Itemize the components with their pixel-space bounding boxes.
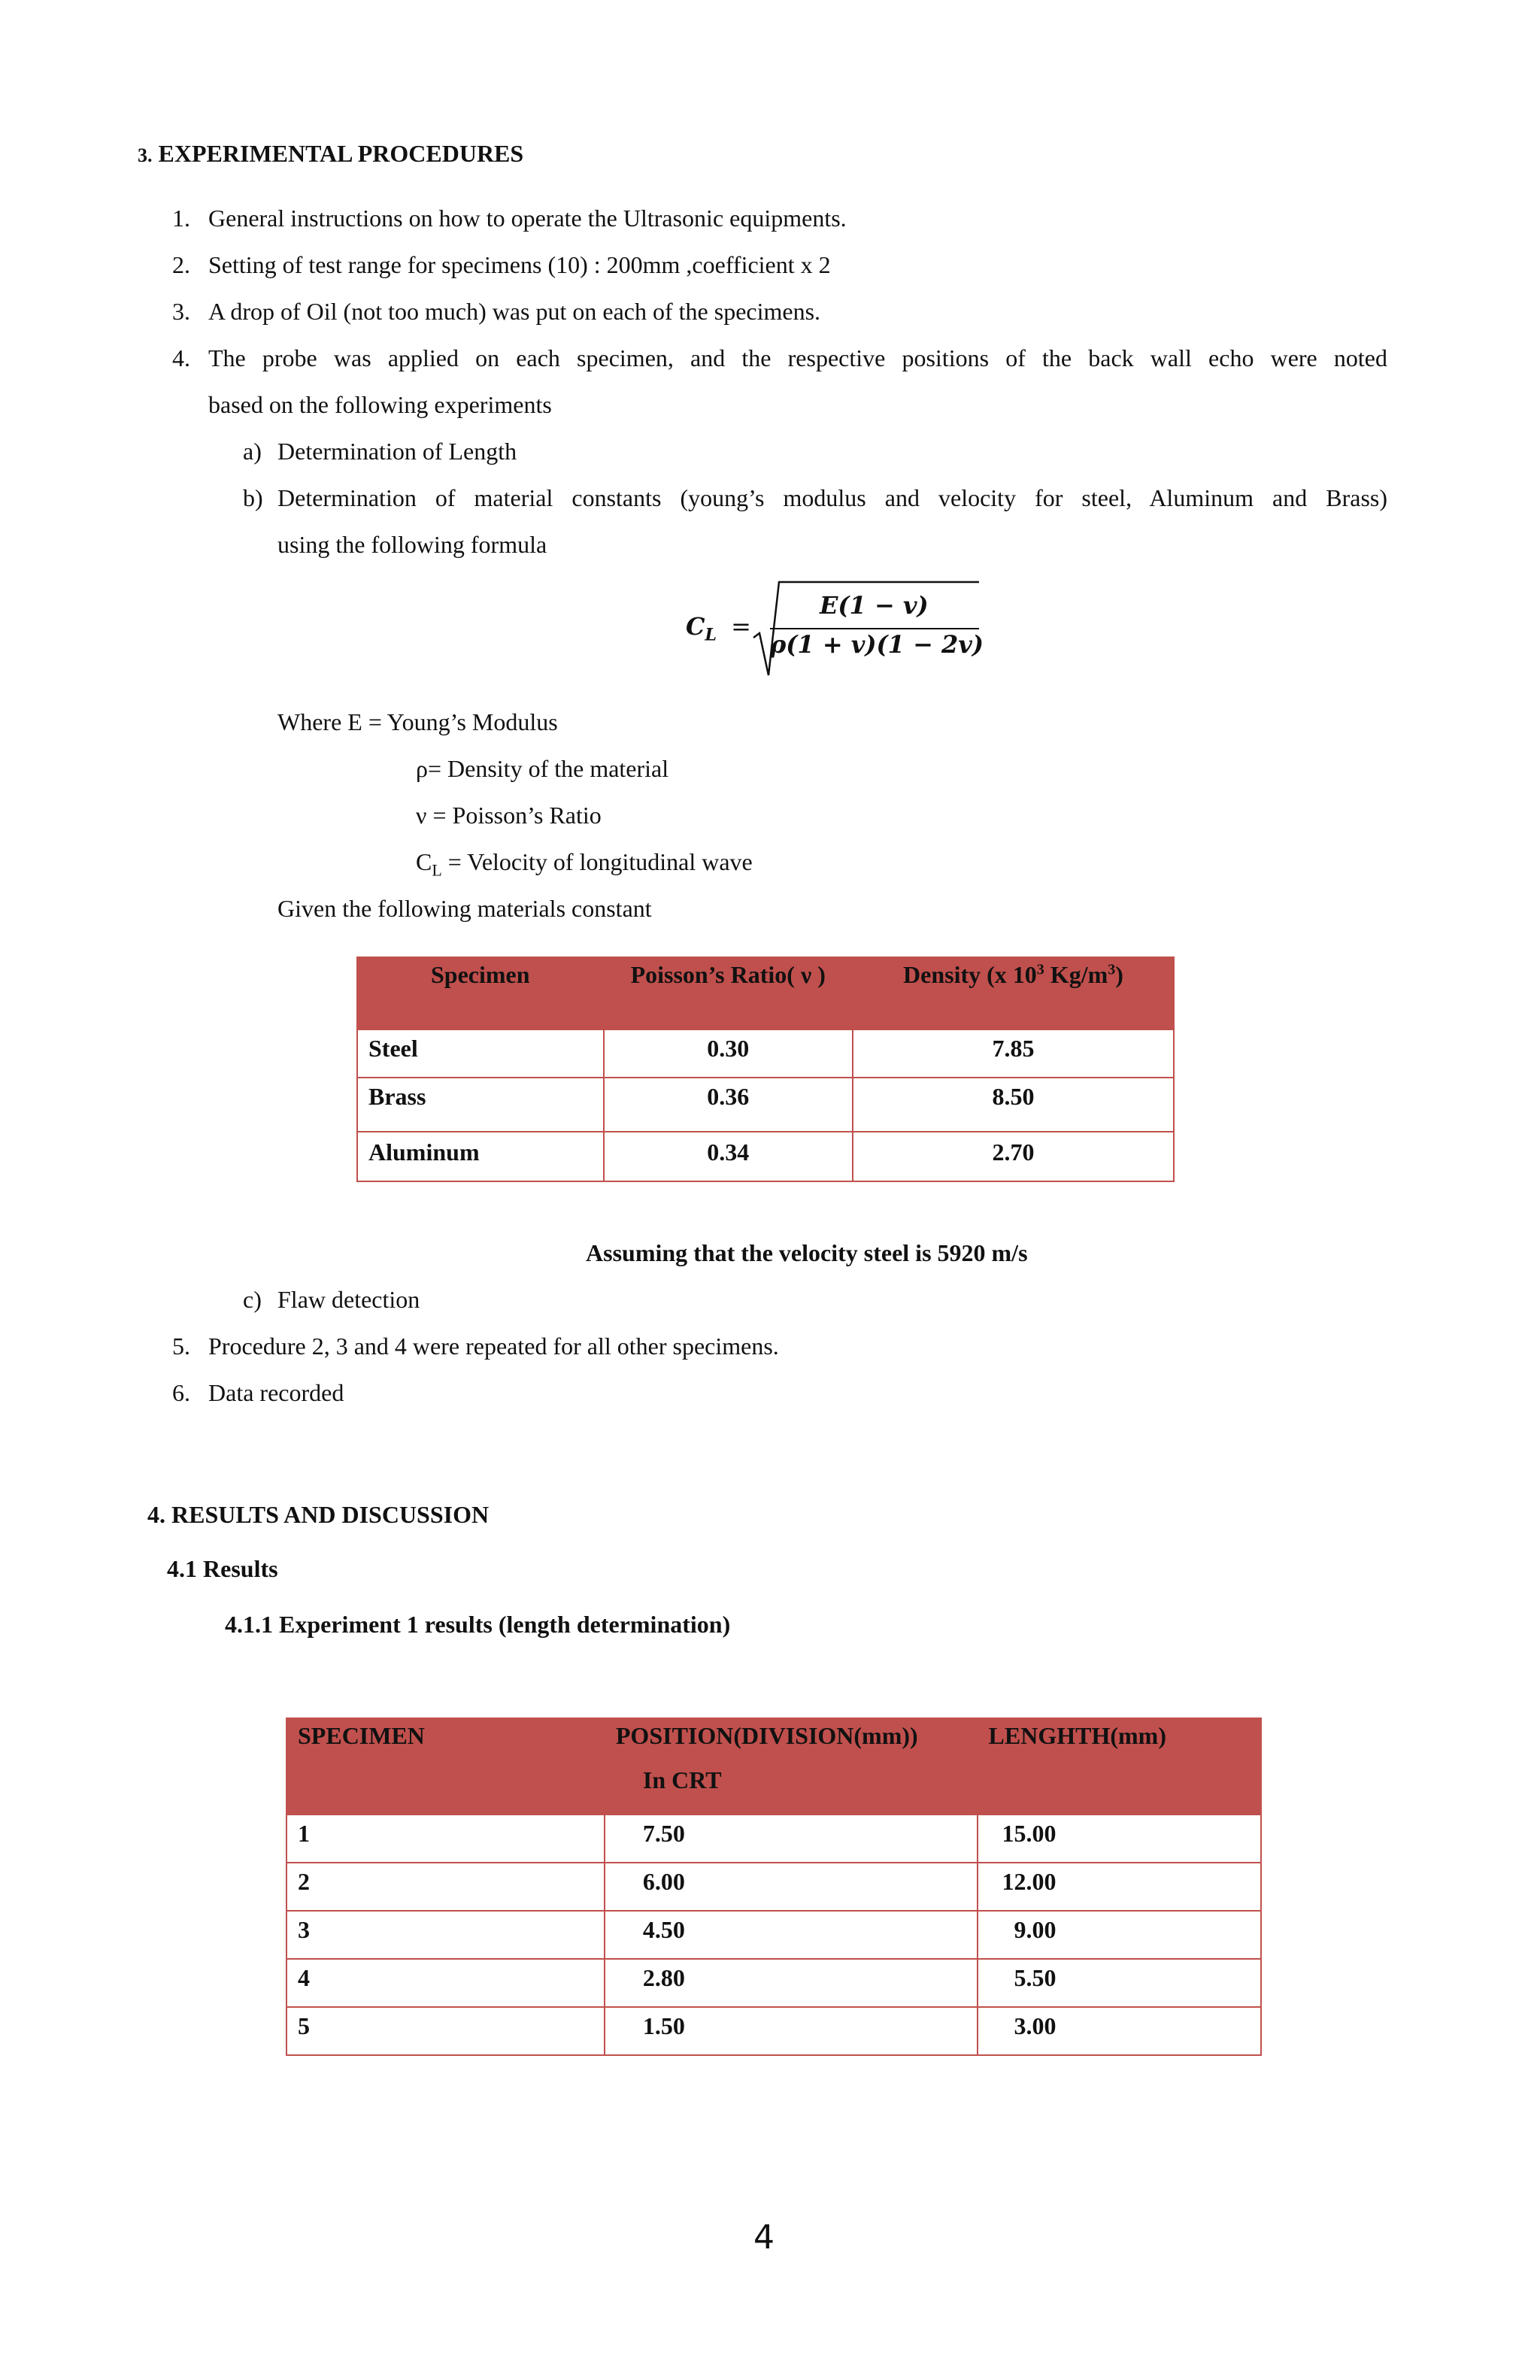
cell-specimen: 4 <box>286 1959 605 2007</box>
subsubsection-heading: 4.1.1 Experiment 1 results (length determination) <box>225 1611 731 1638</box>
header-cell: Poisson’s Ratio( ν ) <box>604 957 853 1029</box>
cell-length: 12.00 <box>978 1863 1261 1911</box>
cell-length: 5.50 <box>978 1959 1261 2007</box>
where-line: ν = Poisson’s Ratio <box>416 802 602 829</box>
sub-item-text: Flaw detection <box>277 1286 420 1313</box>
cell-position: 4.50 <box>605 1911 978 1959</box>
results-table <box>286 1718 1262 2056</box>
density-exp: 3 <box>1036 961 1044 978</box>
sub-item-text-continued: using the following formula <box>277 531 547 558</box>
list-number: 1. <box>172 205 190 232</box>
list-number: 5. <box>172 1332 190 1360</box>
velocity-subscript: L <box>432 860 442 880</box>
cell-specimen: 5 <box>286 2007 605 2055</box>
velocity-formula <box>686 579 987 684</box>
cell-specimen: 2 <box>286 1863 605 1911</box>
cell-length: 3.00 <box>978 2007 1261 2055</box>
page-number: 4 <box>753 2218 775 2257</box>
where-line: ρ= Density of the material <box>416 755 669 782</box>
velocity-symbol: C <box>416 848 432 875</box>
given-line: Given the following materials constant <box>277 895 652 922</box>
sub-item-label: c) <box>243 1286 262 1313</box>
cell-position: 6.00 <box>605 1863 978 1911</box>
table-header-row <box>286 1718 1261 1815</box>
density-unit: Kg/m <box>1044 961 1108 988</box>
section-title: EXPERIMENTAL PROCEDURES <box>158 140 524 167</box>
cell-specimen: Aluminum <box>357 1132 604 1181</box>
where-line <box>416 848 753 880</box>
list-item-text: General instructions on how to operate the Ultrasonic equipments. <box>208 205 847 232</box>
cell-position: 7.50 <box>605 1815 978 1863</box>
table-row <box>286 1815 1261 1863</box>
cell-specimen: Steel <box>357 1029 604 1078</box>
header-cell: LENGHTH(mm) <box>978 1718 1261 1815</box>
list-item <box>172 344 190 372</box>
header-cell: Specimen <box>357 957 604 1029</box>
list-item-text: Data recorded <box>208 1379 344 1406</box>
position-header-line2: In CRT <box>642 1766 722 1793</box>
formula-sub: L <box>705 625 717 645</box>
formula-numerator: E(1 − v) <box>820 591 929 620</box>
position-header: POSITION(DIVISION(mm)) <box>615 1722 918 1749</box>
sub-item-label: b) <box>243 484 263 511</box>
list-item-text-continued: based on the following experiments <box>208 391 552 418</box>
list-number: 4. <box>172 344 190 371</box>
density-label: Density (x 10 <box>903 961 1037 988</box>
formula-eq: = <box>731 612 751 641</box>
table-row <box>357 1078 1174 1132</box>
table-row <box>357 1029 1174 1078</box>
sub-item-text: Determination of Length <box>277 438 517 465</box>
cell-density: 7.85 <box>853 1029 1174 1078</box>
table-row <box>357 1132 1174 1181</box>
cell-position: 2.80 <box>605 1959 978 2007</box>
table-header-row <box>357 957 1174 1029</box>
sub-item-label: a) <box>243 438 262 465</box>
header-cell-density <box>853 957 1174 1029</box>
table-row <box>286 1863 1261 1911</box>
cell-specimen: 1 <box>286 1815 605 1863</box>
velocity-description: = Velocity of longitudinal wave <box>441 848 753 875</box>
where-line: Where E = Young’s Modulus <box>277 708 558 735</box>
density-close: ) <box>1115 961 1123 988</box>
section-heading: 4. RESULTS AND DISCUSSION <box>147 1501 490 1528</box>
list-item <box>172 298 190 326</box>
list-item-text: A drop of Oil (not too much) was put on each of the specimens. <box>208 298 821 325</box>
cell-specimen: Brass <box>357 1078 604 1132</box>
cell-poisson: 0.30 <box>604 1029 853 1078</box>
list-item <box>172 205 190 232</box>
header-cell-position <box>605 1718 978 1815</box>
cell-density: 2.70 <box>853 1132 1174 1181</box>
list-item <box>172 251 190 279</box>
header-cell: SPECIMEN <box>286 1718 605 1815</box>
subsection-heading: 4.1 Results <box>167 1555 278 1582</box>
formula-c: C <box>686 612 705 641</box>
section-heading <box>138 140 523 168</box>
list-number: 6. <box>172 1379 190 1406</box>
table-row <box>286 1911 1261 1959</box>
assumption-note: Assuming that the velocity steel is 5920 m/s <box>586 1239 1028 1266</box>
list-number: 2. <box>172 251 190 278</box>
list-item-text: Procedure 2, 3 and 4 were repeated for all other specimens. <box>208 1332 779 1360</box>
density-unit-exp: 3 <box>1108 961 1116 978</box>
cell-poisson: 0.34 <box>604 1132 853 1181</box>
cell-length: 15.00 <box>978 1815 1261 1863</box>
list-number: 3. <box>172 298 190 325</box>
table-row <box>286 2007 1261 2055</box>
cell-specimen: 3 <box>286 1911 605 1959</box>
cell-position: 1.50 <box>605 2007 978 2055</box>
list-item-text: Setting of test range for specimens (10) : 200mm ,coefficient x 2 <box>208 251 831 278</box>
cell-poisson: 0.36 <box>604 1078 853 1132</box>
cell-length: 9.00 <box>978 1911 1261 1959</box>
formula-denominator: ρ(1 + v)(1 − 2v) <box>770 630 984 659</box>
table-row <box>286 1959 1261 2007</box>
section-number: 3. <box>138 144 153 166</box>
sub-item-text: Determination of material constants (young’s modulus and velocity for steel, Aluminum and Brass) <box>277 484 1387 511</box>
list-item-text: The probe was applied on each specimen, and the respective positions of the back wall echo were noted <box>208 344 1387 371</box>
materials-constants-table <box>356 957 1175 1182</box>
cell-density: 8.50 <box>853 1078 1174 1132</box>
